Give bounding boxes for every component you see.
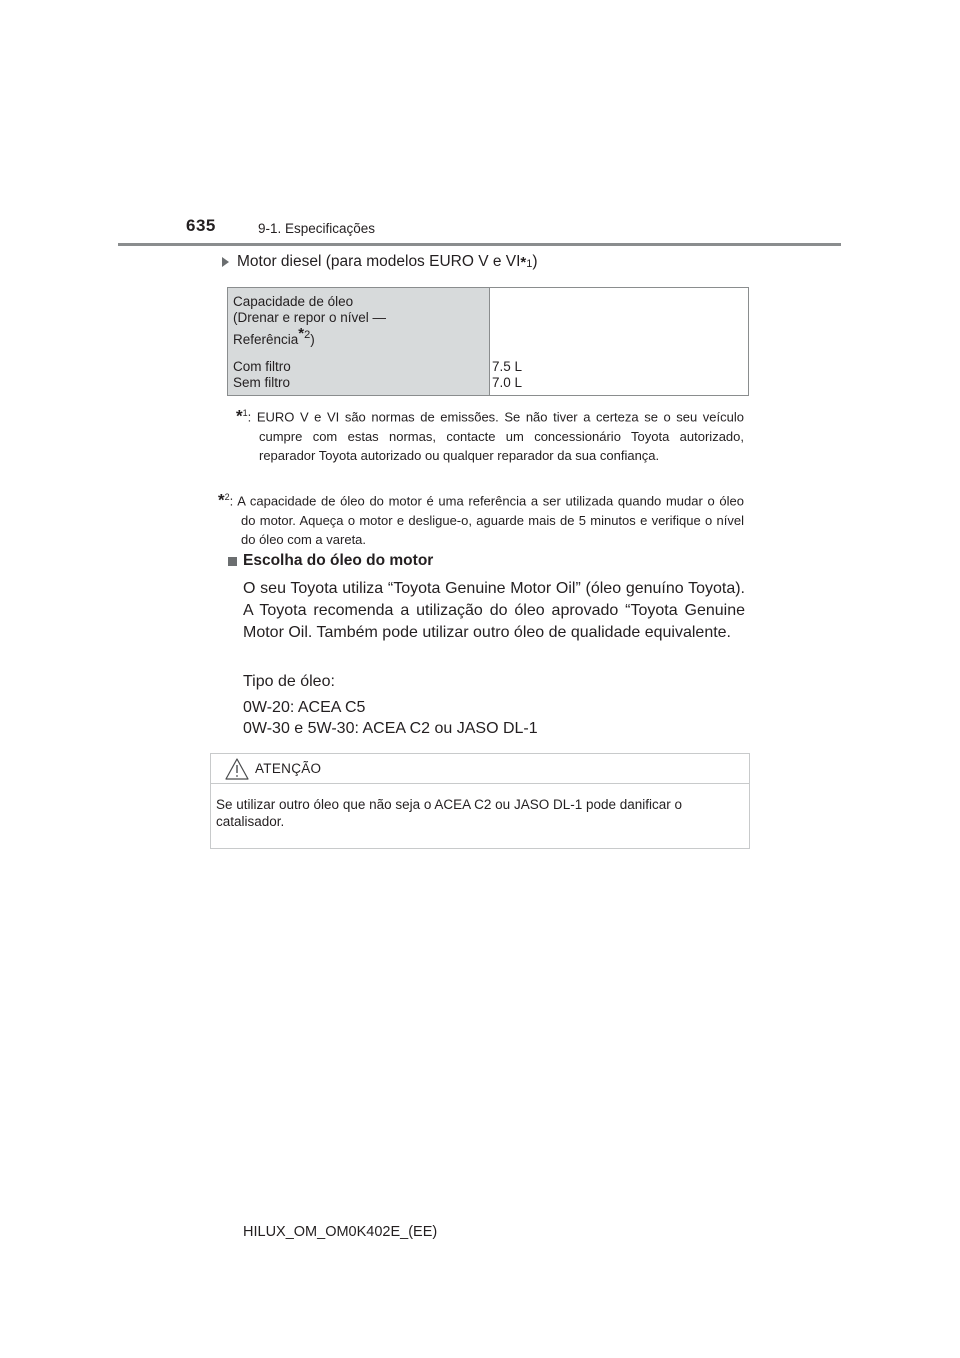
row-label-with-filter: Com filtro <box>233 359 291 374</box>
oil-type-line-2: 0W-30 e 5W-30: ACEA C2 ou JASO DL-1 <box>243 720 538 737</box>
row-label-without-filter: Sem filtro <box>233 375 291 390</box>
warning-triangle-icon <box>225 758 249 785</box>
triangle-bullet-icon <box>222 257 229 267</box>
row-value-with-filter: 7.5 L <box>492 359 523 374</box>
subsection-title: Motor diesel (para modelos EURO V e VI <box>237 253 521 270</box>
caution-header <box>211 754 749 784</box>
footnote-1: *$^1$: EURO V e VI são normas de emissões. Se não tiver a certeza se o seu veículo cumpre com estas normas, contacte um concessionário Toyota autorizado, reparador Toyota autorizado ou qualquer reparador da sua confiança. <box>236 406 744 464</box>
caution-text: Se utilizar outro óleo que não seja o ACEA C2 ou JASO DL-1 pode danificar o catalisador. <box>216 797 683 829</box>
subsection-heading: Motor diesel (para modelos EURO V e VI *1 ) <box>222 253 538 271</box>
footnote-ref-1: *1 <box>520 253 533 271</box>
topic-heading <box>228 552 433 570</box>
header-divider <box>118 243 841 246</box>
document-code: HILUX_OM_OM0K402E_(EE) <box>243 1224 438 1240</box>
footnote-2: *$^2$: A capacidade de óleo do motor é uma referência a ser utilizada quando mudar o óleo do motor. Aqueça o motor e desligue-o, aguarde mais de 5 minutos e verifique o nível do óleo com a vareta. <box>218 490 744 548</box>
oil-type-line-1: 0W-20: ACEA C5 <box>243 699 366 716</box>
section-title: 9-1. Especificações <box>258 221 376 236</box>
table-row-values <box>492 359 522 391</box>
topic-paragraph: O seu Toyota utiliza “Toyota Genuine Motor Oil” (óleo genuíno Toyota). A Toyota recomenda a utilização do óleo aprovado “Toyota Genuine Motor Oil. Também pode utilizar outro óleo de qualidade equivalente. <box>243 580 745 641</box>
table-row-labels <box>233 359 291 391</box>
oil-type-label: Tipo de óleo: <box>243 673 335 690</box>
caution-label: ATENÇÃO <box>255 761 322 776</box>
table-heading: Capacidade de óleo (Drenar e repor o nível — Referência$^{*2}$) <box>233 294 387 347</box>
page-number: 635 <box>186 216 216 235</box>
oil-capacity-table <box>227 287 749 396</box>
topic-title: Escolha do óleo do motor <box>243 552 434 569</box>
oil-type-list <box>243 697 745 739</box>
row-value-without-filter: 7.0 L <box>492 375 523 390</box>
square-bullet-icon <box>228 557 237 566</box>
caution-box <box>210 753 750 849</box>
